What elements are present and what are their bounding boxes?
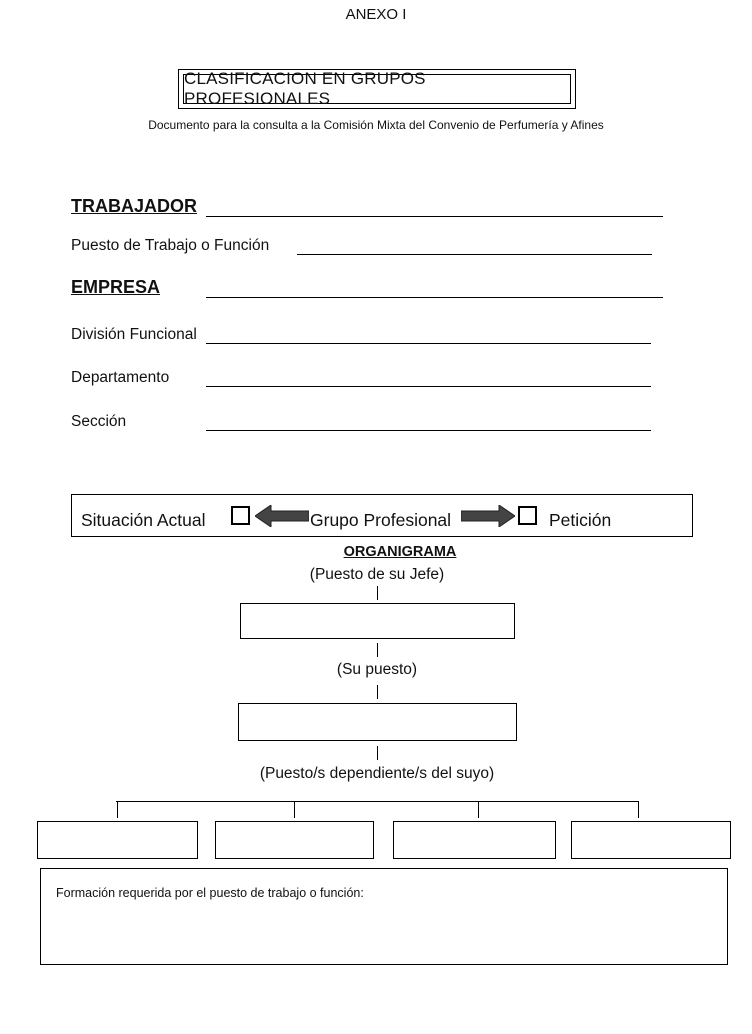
dependent-positions-label: (Puesto/s dependiente/s del suyo): [259, 765, 495, 782]
title-frame: [178, 69, 576, 109]
section-field[interactable]: [206, 430, 651, 431]
dependent-position-box[interactable]: [571, 821, 731, 859]
department-label: Departamento: [71, 369, 170, 386]
current-status-checkbox[interactable]: [231, 506, 250, 525]
connector-line: [638, 801, 639, 818]
department-field[interactable]: [206, 386, 651, 387]
company-field[interactable]: [206, 297, 663, 298]
boss-position-box[interactable]: [240, 603, 515, 639]
org-chart-title: ORGANIGRAMA: [343, 544, 457, 560]
current-status-label: Situación Actual: [81, 510, 206, 530]
connector-line: [377, 586, 378, 600]
connector-line: [377, 685, 378, 699]
section-label: Sección: [71, 413, 127, 430]
own-position-label: (Su puesto): [336, 661, 418, 678]
connector-line: [294, 801, 295, 818]
functional-division-label: División Funcional: [71, 326, 197, 343]
connector-line: [377, 643, 378, 657]
job-position-field[interactable]: [297, 254, 652, 255]
company-label: EMPRESA: [71, 277, 161, 297]
dependent-position-box[interactable]: [37, 821, 198, 859]
dependent-position-box[interactable]: [215, 821, 374, 859]
professional-group-label: Grupo Profesional: [310, 510, 452, 530]
training-label: Formación requerida por el puesto de trabajo o función:: [56, 886, 364, 900]
page-title: CLASIFICACION EN GRUPOS PROFESIONALES: [183, 74, 571, 104]
worker-field[interactable]: [206, 216, 663, 217]
connector-line: [117, 801, 118, 818]
worker-label: TRABAJADOR: [71, 196, 197, 216]
connector-line: [478, 801, 479, 818]
connector-line: [377, 746, 378, 760]
job-position-label: Puesto de Trabajo o Función: [71, 237, 270, 254]
boss-position-label: (Puesto de su Jefe): [309, 566, 445, 583]
request-checkbox[interactable]: [518, 506, 537, 525]
own-position-box[interactable]: [238, 703, 517, 741]
arrow-right-icon: [461, 505, 515, 527]
training-box[interactable]: [40, 868, 728, 965]
annex-label: ANEXO I: [345, 6, 407, 23]
dependent-position-box[interactable]: [393, 821, 556, 859]
subtitle: Documento para la consulta a la Comisión Mixta del Convenio de Perfumería y Afines: [148, 118, 604, 132]
branch-line: [116, 801, 639, 802]
request-label: Petición: [549, 510, 612, 530]
functional-division-field[interactable]: [206, 343, 651, 344]
arrow-left-icon: [255, 505, 309, 527]
